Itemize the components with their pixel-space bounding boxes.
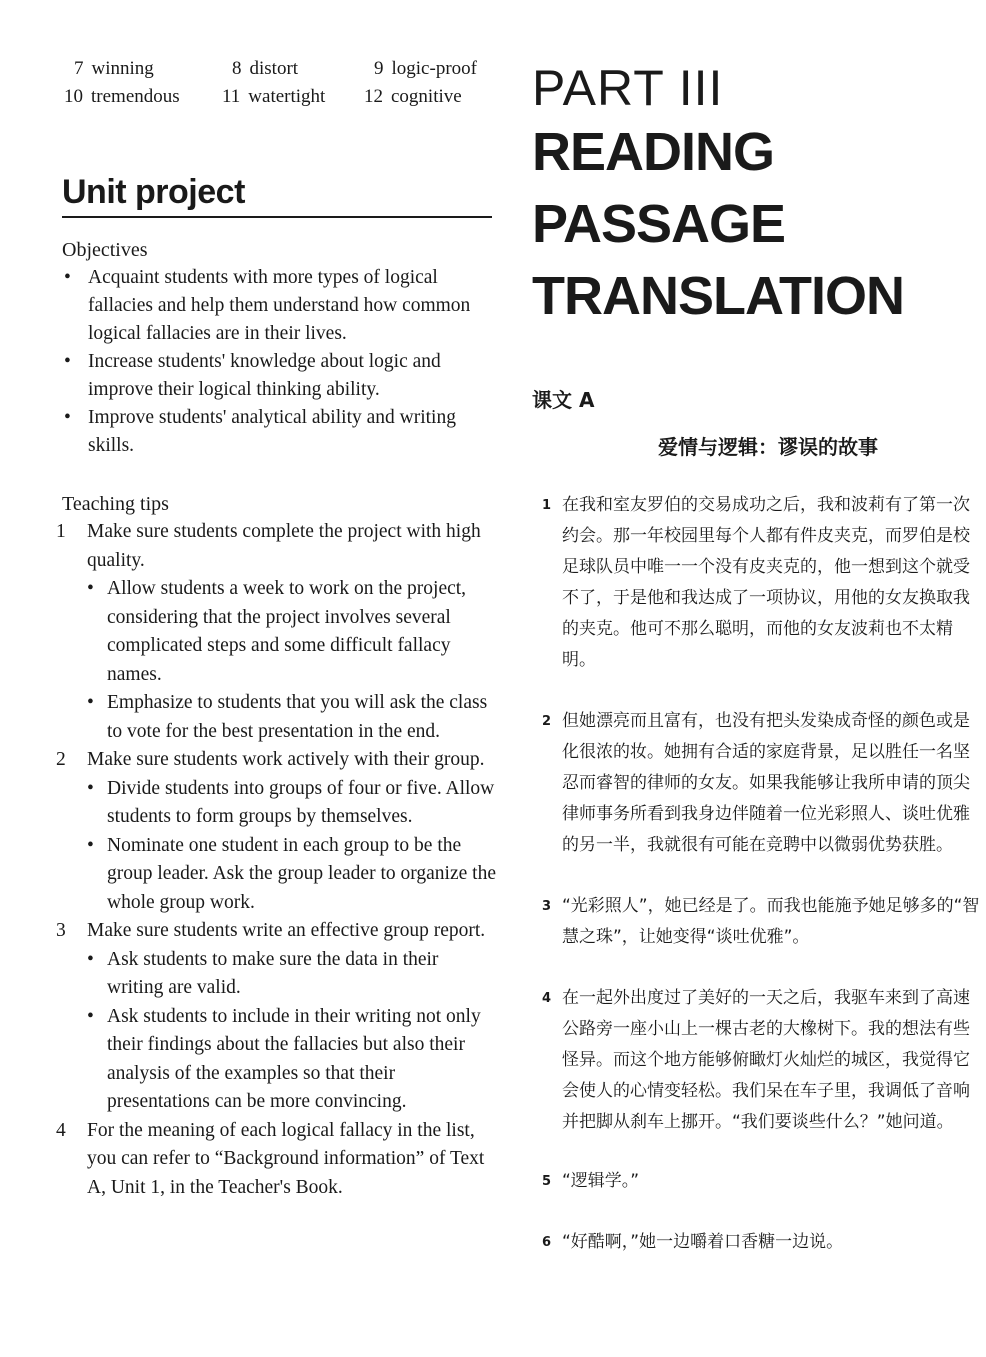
paragraph-text: 在一起外出度过了美好的一天之后，我驱车来到了高速公路旁一座小山上一棵古老的大橡树下。我的想法有些怪异。而这个地方能够俯瞰灯火灿烂的城区，我觉得它会使人的心情变轻松。我们呆在车子里，我调低了音响并把脚从刹车上挪开。“我们要谈些什么？”她问道。	[562, 988, 970, 1132]
objectives-heading: Objectives	[62, 239, 148, 261]
objectives-list	[62, 264, 498, 460]
tip-text: Make sure students complete the project with high quality.	[87, 521, 481, 571]
word-item: 7 winning	[74, 58, 154, 79]
tip-subitem: • Nominate one student in each group to be the group leader. Ask the group leader to organize the whole group work.	[87, 832, 498, 918]
paragraph-number: 1	[542, 498, 552, 513]
paragraph-text: 但她漂亮而且富有，也没有把头发染成奇怪的颜色或是化很浓的妆。她拥有合适的家庭背景，足以胜任一名坚忍而睿智的律师的女友。如果我能够让我所申请的顶尖律师事务所看到我身边伴随着一位光彩照人、谈吐优雅的另一半，我就很有可能在竞聘中以微弱优势获胜。	[562, 711, 970, 855]
word-item: 9 logic-proof	[374, 58, 477, 79]
paragraph	[532, 983, 984, 1138]
tip-text: For the meaning of each logical fallacy in the list, you can refer to “Background information” of Text A, Unit 1, in the Teacher's Book.	[87, 1119, 485, 1198]
teaching-tips-heading: Teaching tips	[62, 493, 169, 515]
paragraph-number: 5	[542, 1174, 552, 1189]
paragraph	[532, 1227, 984, 1258]
paragraph-number: 3	[542, 899, 552, 914]
word-item: 10 tremendous	[64, 86, 180, 107]
part-title-line: READING	[532, 122, 775, 182]
paragraph-text: “好酷啊，”她一边嚼着口香糖一边说。	[562, 1232, 844, 1252]
paragraph-number: 4	[542, 991, 552, 1006]
text-a-title: 爱情与逻辑：谬误的故事	[658, 435, 878, 459]
paragraph-text: “光彩照人”，她已经是了。而我也能施予她足够多的“智慧之珠”，让她变得“谈吐优雅”。	[562, 896, 980, 947]
paragraph	[532, 706, 984, 861]
tip-sublist	[87, 775, 498, 918]
tip-subitem: • Emphasize to students that you will ask the class to vote for the best presentation in the end.	[87, 689, 498, 746]
word-item: 11 watertight	[222, 86, 326, 107]
paragraph-text: “逻辑学。”	[562, 1171, 640, 1191]
tip-subitem: • Divide students into groups of four or five. Allow students to form groups by themselves.	[87, 775, 498, 832]
right-column	[532, 58, 984, 1258]
tip-sublist	[87, 575, 498, 746]
word-item: 8 distort	[232, 58, 299, 79]
tip-number: 4	[56, 1119, 66, 1141]
left-column	[56, 58, 498, 1202]
word-list	[62, 58, 498, 118]
tip-text: Make sure students write an effective group report.	[87, 920, 486, 941]
unit-project-title: Unit project	[62, 172, 492, 218]
tip-text: Make sure students work actively with their group.	[87, 749, 485, 770]
text-a-label: 课文 A	[532, 388, 595, 412]
teaching-tips-list	[56, 518, 498, 1202]
paragraph	[532, 490, 984, 676]
paragraph-number: 6	[542, 1235, 552, 1250]
tip-item	[56, 917, 498, 1117]
tip-item	[56, 1117, 498, 1203]
tip-number: 1	[56, 521, 66, 542]
tip-subitem: • Ask students to make sure the data in their writing are valid.	[87, 946, 498, 1003]
part-title-line: TRANSLATION	[532, 266, 904, 326]
paragraph-number: 2	[542, 714, 552, 729]
tip-item	[56, 746, 498, 917]
tip-subitem: • Ask students to include in their writing not only their findings about the fallacies but also their analysis of the examples so that their presentations can be more convincing.	[87, 1003, 498, 1117]
tip-sublist	[87, 946, 498, 1117]
tip-item	[56, 518, 498, 746]
part-label: PART III	[532, 60, 724, 116]
part-title-line: PASSAGE	[532, 194, 786, 254]
paragraph-text: 在我和室友罗伯的交易成功之后，我和波莉有了第一次约会。那一年校园里每个人都有件皮夹克，而罗伯是校足球队员中唯一一个没有皮夹克的，他一想到这个就受不了，于是他和我达成了一项协议，用他的女友换取我的夹克。他可不那么聪明，而他的女友波莉也不太精明。	[562, 495, 970, 670]
objective-item: • Acquaint students with more types of logical fallacies and help them understand how common logical fallacies are in their lives.	[62, 264, 498, 348]
objective-item: • Improve students' analytical ability and writing skills.	[62, 404, 498, 460]
tip-number: 3	[56, 920, 66, 941]
paragraph	[532, 1166, 984, 1197]
tip-subitem: • Allow students a week to work on the project, considering that the project involves several complicated steps and some difficult fallacy names.	[87, 575, 498, 689]
objective-item: • Increase students' knowledge about logic and improve their logical thinking ability.	[62, 348, 498, 404]
paragraph	[532, 891, 984, 953]
tip-number: 2	[56, 749, 66, 770]
word-item: 12 cognitive	[364, 86, 462, 107]
